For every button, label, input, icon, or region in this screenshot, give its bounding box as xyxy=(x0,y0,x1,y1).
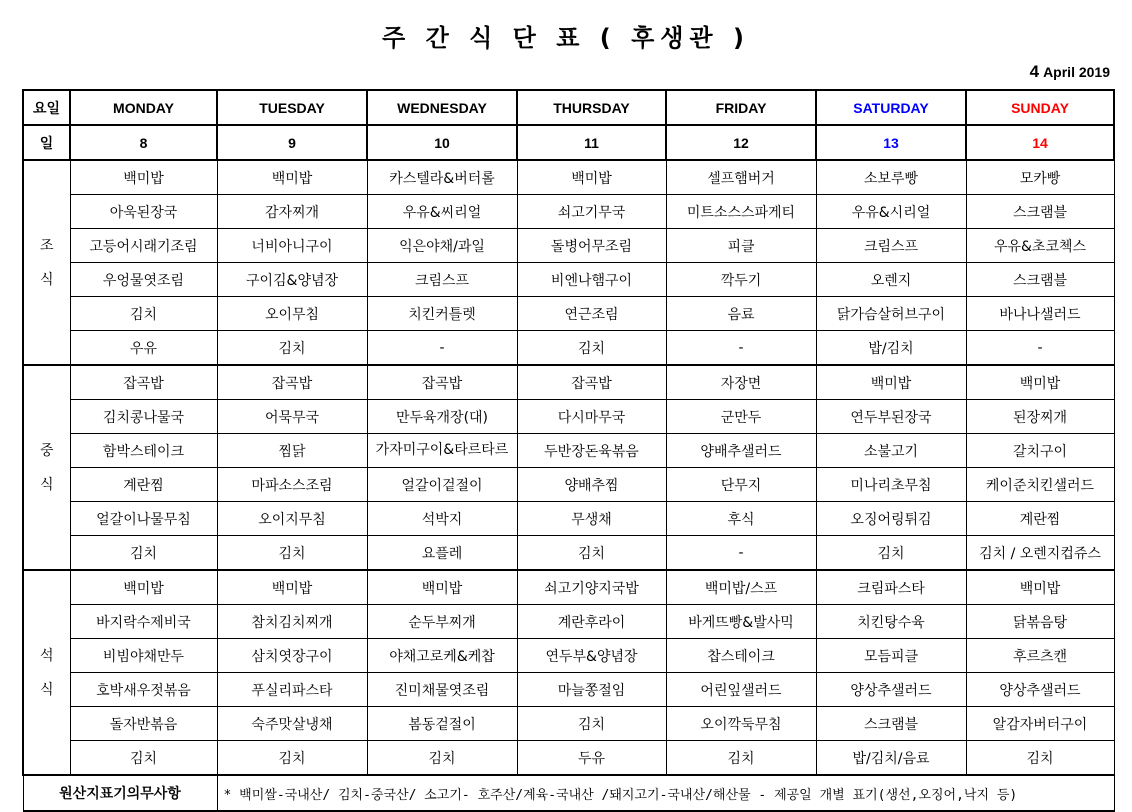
menu-item: 백미밥 xyxy=(217,570,367,605)
origin-note: * 백미쌀-국내산/ 김치-중국산/ 소고기- 호주산/계육-국내산 /돼지고기-국내산/해산물 - 제공일 개별 표기(생선,오징어,낙지 등) xyxy=(217,775,1114,811)
menu-item: 가자미구이&타르타르 xyxy=(367,434,517,468)
menu-item: 너비아니구이 xyxy=(217,229,367,263)
menu-item: 깍두기 xyxy=(666,263,816,297)
menu-item: 음료 xyxy=(666,297,816,331)
menu-item: 어린잎샐러드 xyxy=(666,673,816,707)
menu-item: 우유 xyxy=(70,331,217,366)
origin-label: 원산지표기의무사항 xyxy=(23,775,217,811)
menu-item: 익은야채/과일 xyxy=(367,229,517,263)
menu-item: 숙주맛살냉채 xyxy=(217,707,367,741)
menu-item: 크림스프 xyxy=(816,229,966,263)
lunch-row xyxy=(23,502,1114,536)
menu-item: 백미밥/스프 xyxy=(666,570,816,605)
menu-item: 쇠고기무국 xyxy=(517,195,666,229)
menu-item: 오이무침 xyxy=(217,297,367,331)
menu-item: 바지락수제비국 xyxy=(70,605,217,639)
menu-item: 돌자반볶음 xyxy=(70,707,217,741)
menu-item: 얼갈이겉절이 xyxy=(367,468,517,502)
date-thursday: 11 xyxy=(517,125,666,160)
menu-item: 우유&씨리얼 xyxy=(367,195,517,229)
menu-item: 오이지무침 xyxy=(217,502,367,536)
menu-item: 감자찌개 xyxy=(217,195,367,229)
menu-item: 호박새우젓볶음 xyxy=(70,673,217,707)
page-title: 주 간 식 단 표 ( 후생관 ) xyxy=(382,24,750,52)
menu-item: 갈치구이 xyxy=(966,434,1114,468)
menu-item: 김치 xyxy=(367,741,517,776)
breakfast-row xyxy=(23,160,1114,195)
menu-item: 돌병어무조림 xyxy=(517,229,666,263)
menu-item: 얼갈이나물무침 xyxy=(70,502,217,536)
menu-item: 치킨탕수육 xyxy=(816,605,966,639)
menu-item: 크림스프 xyxy=(367,263,517,297)
weekday-tuesday: TUESDAY xyxy=(217,90,367,125)
menu-item: 백미밥 xyxy=(367,570,517,605)
date-tuesday: 9 xyxy=(217,125,367,160)
menu-item: 계란찜 xyxy=(966,502,1114,536)
menu-item: 바나나샐러드 xyxy=(966,297,1114,331)
menu-item: 봄동겉절이 xyxy=(367,707,517,741)
dinner-label xyxy=(23,570,70,775)
weekday-thursday: THURSDAY xyxy=(517,90,666,125)
menu-item: 김치 xyxy=(217,331,367,366)
menu-item: 김치 xyxy=(966,741,1114,776)
menu-item: 소불고기 xyxy=(816,434,966,468)
menu-item: 진미채물엿조림 xyxy=(367,673,517,707)
menu-item: 아욱된장국 xyxy=(70,195,217,229)
lunch-row xyxy=(23,434,1114,468)
menu-item: 모카빵 xyxy=(966,160,1114,195)
menu-item: 우엉물엿조림 xyxy=(70,263,217,297)
menu-item: 양배추샐러드 xyxy=(666,434,816,468)
meal-label-char: 식 xyxy=(39,476,54,493)
date-row xyxy=(23,125,1114,160)
menu-item: - xyxy=(367,331,517,366)
menu-item: 김치 xyxy=(666,741,816,776)
dinner-row xyxy=(23,570,1114,605)
menu-item: 된장찌개 xyxy=(966,400,1114,434)
menu-item: 백미밥 xyxy=(966,570,1114,605)
date-monday: 8 xyxy=(70,125,217,160)
menu-item: - xyxy=(666,536,816,571)
menu-item: 연두부&양념장 xyxy=(517,639,666,673)
menu-item: 단무지 xyxy=(666,468,816,502)
menu-item: 연근조림 xyxy=(517,297,666,331)
dinner-row xyxy=(23,707,1114,741)
menu-item: 알감자버터구이 xyxy=(966,707,1114,741)
origin-row xyxy=(23,775,1114,811)
menu-item: 계란찜 xyxy=(70,468,217,502)
menu-item: 구이김&양념장 xyxy=(217,263,367,297)
menu-item: 닭볶음탕 xyxy=(966,605,1114,639)
menu-item: 참치김치찌개 xyxy=(217,605,367,639)
date-wednesday: 10 xyxy=(367,125,517,160)
menu-item: 오이깍둑무침 xyxy=(666,707,816,741)
menu-item: 잡곡밥 xyxy=(217,365,367,400)
menu-item: 김치 xyxy=(70,741,217,776)
menu-item: 소보루빵 xyxy=(816,160,966,195)
menu-item: 두반장돈육볶음 xyxy=(517,434,666,468)
lunch-row xyxy=(23,536,1114,571)
menu-item: 양배추찜 xyxy=(517,468,666,502)
date-label: 일 xyxy=(23,125,70,160)
menu-item: 김치 xyxy=(217,741,367,776)
menu-item: 카스텔라&버터롤 xyxy=(367,160,517,195)
menu-item: 잡곡밥 xyxy=(70,365,217,400)
menu-item: 오렌지 xyxy=(816,263,966,297)
menu-item: 치킨커틀렛 xyxy=(367,297,517,331)
menu-item: 군만두 xyxy=(666,400,816,434)
menu-item: 쇠고기양지국밥 xyxy=(517,570,666,605)
menu-item: 스크램블 xyxy=(816,707,966,741)
breakfast-label xyxy=(23,160,70,365)
weekday-label: 요일 xyxy=(23,90,70,125)
date-sunday: 14 xyxy=(966,125,1114,160)
menu-item: 백미밥 xyxy=(816,365,966,400)
menu-item: - xyxy=(966,331,1114,366)
menu-item: 후르츠캔 xyxy=(966,639,1114,673)
weekday-row xyxy=(23,90,1114,125)
dinner-row xyxy=(23,605,1114,639)
lunch-row xyxy=(23,365,1114,400)
menu-item: - xyxy=(666,331,816,366)
menu-item: 닭가슴살허브구이 xyxy=(816,297,966,331)
dinner-row xyxy=(23,741,1114,776)
weekly-menu-table xyxy=(22,89,1115,812)
lunch-row xyxy=(23,400,1114,434)
menu-item: 김치 xyxy=(816,536,966,571)
menu-item: 백미밥 xyxy=(70,570,217,605)
meal-label-char: 중 xyxy=(39,442,54,459)
menu-item: 피클 xyxy=(666,229,816,263)
menu-item: 두유 xyxy=(517,741,666,776)
menu-date xyxy=(1030,62,1110,82)
menu-item: 김치 xyxy=(517,536,666,571)
menu-item: 김치 xyxy=(517,707,666,741)
menu-item: 김치 xyxy=(517,331,666,366)
menu-item: 만두육개장(대) xyxy=(367,400,517,434)
menu-item: 밥/김치 xyxy=(816,331,966,366)
menu-item: 우유&초코첵스 xyxy=(966,229,1114,263)
menu-item: 고등어시래기조림 xyxy=(70,229,217,263)
meal-label-char: 석 xyxy=(39,647,54,664)
menu-item: 야채고로케&케찹 xyxy=(367,639,517,673)
menu-item: 마파소스조림 xyxy=(217,468,367,502)
menu-item: 잡곡밥 xyxy=(517,365,666,400)
meal-label-char: 식 xyxy=(39,681,54,698)
weekday-saturday: SATURDAY xyxy=(816,90,966,125)
menu-item: 함박스테이크 xyxy=(70,434,217,468)
menu-item: 찜닭 xyxy=(217,434,367,468)
date-month-year: April 2019 xyxy=(1043,64,1110,80)
menu-item: 잡곡밥 xyxy=(367,365,517,400)
menu-item: 백미밥 xyxy=(70,160,217,195)
menu-item: 찹스테이크 xyxy=(666,639,816,673)
date-day: 4 xyxy=(1029,62,1040,81)
menu-item: 백미밥 xyxy=(217,160,367,195)
menu-item: 김치 / 오렌지컵쥬스 xyxy=(966,536,1114,571)
menu-item: 김치 xyxy=(217,536,367,571)
menu-item: 오징어링튀김 xyxy=(816,502,966,536)
menu-item: 셀프햄버거 xyxy=(666,160,816,195)
menu-item: 미트소스스파게티 xyxy=(666,195,816,229)
menu-item: 김치 xyxy=(70,536,217,571)
weekday-monday: MONDAY xyxy=(70,90,217,125)
date-friday: 12 xyxy=(666,125,816,160)
menu-item: 어묵무국 xyxy=(217,400,367,434)
menu-item: 자장면 xyxy=(666,365,816,400)
weekday-sunday: SUNDAY xyxy=(966,90,1114,125)
menu-item: 백미밥 xyxy=(966,365,1114,400)
menu-item: 김치콩나물국 xyxy=(70,400,217,434)
menu-item: 양상추샐러드 xyxy=(966,673,1114,707)
breakfast-row xyxy=(23,297,1114,331)
dinner-row xyxy=(23,673,1114,707)
breakfast-row xyxy=(23,195,1114,229)
menu-item: 마늘쫑절임 xyxy=(517,673,666,707)
menu-item: 삼치엿장구이 xyxy=(217,639,367,673)
lunch-label xyxy=(23,365,70,570)
breakfast-row xyxy=(23,331,1114,366)
meal-label-char: 식 xyxy=(39,271,54,288)
menu-item: 스크램블 xyxy=(966,263,1114,297)
menu-item: 케이준치킨샐러드 xyxy=(966,468,1114,502)
menu-item: 석박지 xyxy=(367,502,517,536)
menu-item: 양상추샐러드 xyxy=(816,673,966,707)
menu-item: 다시마무국 xyxy=(517,400,666,434)
menu-item: 바게뜨빵&발사믹 xyxy=(666,605,816,639)
meal-label-char: 조 xyxy=(39,237,54,254)
menu-item: 스크램블 xyxy=(966,195,1114,229)
dinner-row xyxy=(23,639,1114,673)
weekday-wednesday: WEDNESDAY xyxy=(367,90,517,125)
menu-item: 미나리초무침 xyxy=(816,468,966,502)
menu-item: 비엔나햄구이 xyxy=(517,263,666,297)
menu-item: 밥/김치/음료 xyxy=(816,741,966,776)
menu-item: 김치 xyxy=(70,297,217,331)
menu-item: 후식 xyxy=(666,502,816,536)
menu-item: 푸실리파스타 xyxy=(217,673,367,707)
menu-item: 계란후라이 xyxy=(517,605,666,639)
menu-item: 요플레 xyxy=(367,536,517,571)
menu-item: 비빔야채만두 xyxy=(70,639,217,673)
lunch-row xyxy=(23,468,1114,502)
menu-item: 모듬피클 xyxy=(816,639,966,673)
menu-item: 연두부된장국 xyxy=(816,400,966,434)
weekday-friday: FRIDAY xyxy=(666,90,816,125)
menu-item: 순두부찌개 xyxy=(367,605,517,639)
menu-item: 백미밥 xyxy=(517,160,666,195)
menu-item: 크림파스타 xyxy=(816,570,966,605)
date-saturday: 13 xyxy=(816,125,966,160)
menu-item: 우유&시리얼 xyxy=(816,195,966,229)
breakfast-row xyxy=(23,229,1114,263)
menu-item: 무생채 xyxy=(517,502,666,536)
breakfast-row xyxy=(23,263,1114,297)
